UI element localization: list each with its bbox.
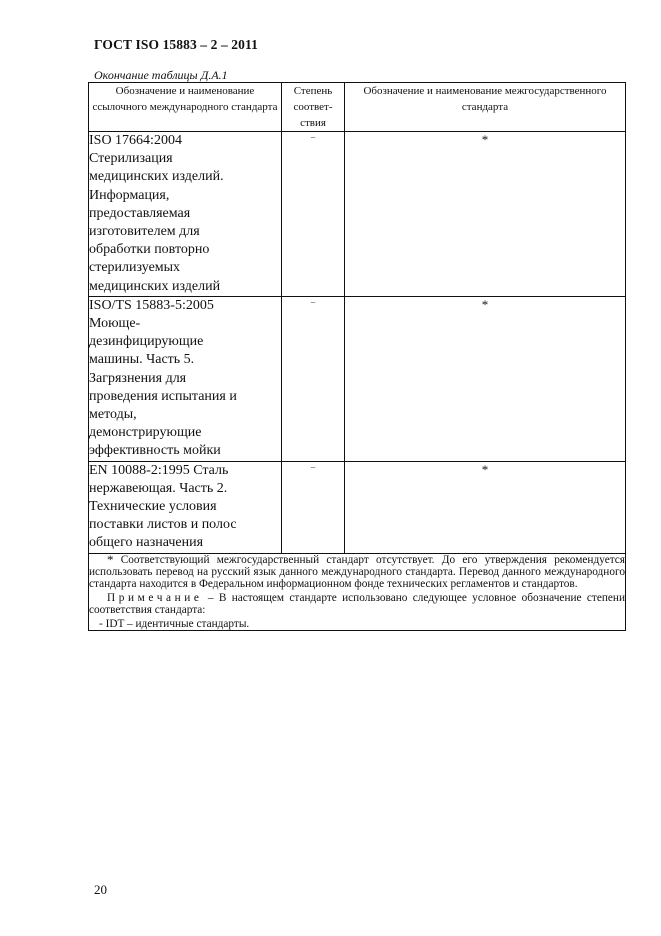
table-header-row: [89, 83, 626, 132]
reference-line: нержавеющая. Часть 2.: [89, 480, 228, 496]
reference-line: демонстрирующие: [89, 425, 202, 441]
table-row: [89, 296, 626, 461]
column-header-reference: Обозначение и наименование ссылочного международного стандарта: [89, 83, 282, 132]
national-standard-cell: *: [345, 461, 626, 553]
table-row: [89, 461, 626, 553]
reference-line: EN 10088-2:1995 Сталь: [89, 462, 229, 478]
table-notes-cell: [89, 553, 626, 630]
reference-line: обработки повторно: [89, 242, 210, 258]
reference-line: медицинских изделий.: [89, 169, 224, 185]
national-standard-cell: *: [345, 296, 626, 461]
document-header: ГОСТ ISO 15883 – 2 – 2011: [94, 37, 258, 52]
reference-line: машины. Часть 5.: [89, 352, 195, 368]
reference-line: Информация,: [89, 187, 170, 203]
page-number: 20: [94, 882, 107, 897]
table-caption: Окончание таблицы Д.А.1: [94, 68, 228, 82]
note: [89, 592, 625, 617]
footnote: [89, 551, 625, 591]
reference-line: общего назначения: [89, 535, 204, 551]
column-header-national: Обозначение и наименование межгосударственного стандарта: [345, 83, 626, 132]
national-standard-cell: *: [345, 132, 626, 297]
degree-cell: –: [282, 461, 345, 553]
reference-standard-cell: [89, 132, 282, 297]
reference-line: стерилизуемых: [89, 260, 181, 276]
note-item: - IDT – идентичные стандарты.: [99, 617, 250, 630]
table-notes-row: [89, 553, 626, 630]
column-header-degree: Степень соответ- ствия: [282, 83, 345, 132]
note-label: Примечание: [107, 591, 203, 604]
reference-line: дезинфицирующие: [89, 334, 204, 350]
note-text: – В настоящем стандарте использовано следующее условное обозначение степени соответствия стандарта:: [89, 591, 625, 617]
degree-cell: –: [282, 296, 345, 461]
reference-line: эффективность мойки: [89, 443, 221, 459]
reference-line: Загрязнения для: [89, 370, 187, 386]
footnote-text: Соответствующий межгосударственный стандарт отсутствует. До его утверждения рекомендуется использовать перевод на русский язык данного международного стандарта. Перевод данного международного стандарта находится в Федеральном информационном фонде технических регламентов и стандартов.: [89, 553, 625, 591]
degree-cell: –: [282, 132, 345, 297]
reference-line: ISO/TS 15883-5:2005: [89, 297, 214, 313]
footnote-marker: *: [107, 551, 114, 567]
reference-line: Моюще-: [89, 316, 141, 332]
table-row: [89, 132, 626, 297]
reference-standard-cell: [89, 296, 282, 461]
reference-line: изготовителем для: [89, 224, 200, 240]
reference-line: поставки листов и полос: [89, 517, 237, 533]
reference-standard-cell: [89, 461, 282, 553]
reference-line: Стерилизация: [89, 151, 173, 167]
reference-line: Технические условия: [89, 499, 217, 515]
reference-line: предоставляемая: [89, 205, 191, 221]
reference-line: ISO 17664:2004: [89, 133, 182, 148]
reference-line: методы,: [89, 407, 137, 423]
reference-line: медицинских изделий: [89, 278, 221, 294]
reference-line: проведения испытания и: [89, 388, 237, 404]
standards-table: [88, 82, 626, 631]
